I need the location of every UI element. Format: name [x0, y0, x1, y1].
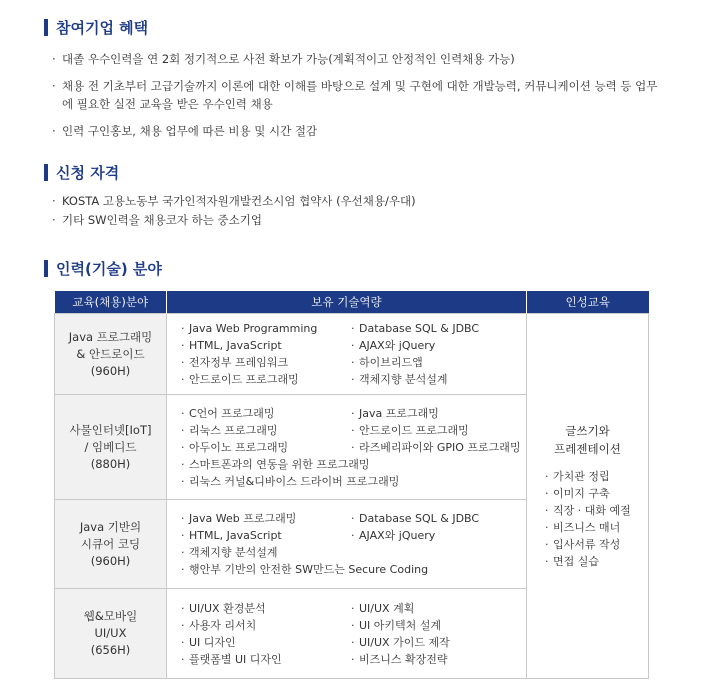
skill-item: · 스마트폰과의 연동을 위한 프로그래밍: [181, 456, 522, 473]
skill-item: · UI/UX 계획: [351, 600, 522, 617]
table-header-row: [55, 291, 649, 314]
fields-heading: [44, 258, 162, 278]
header-edu: 교육(채용)분야: [55, 291, 167, 314]
skill-item: · 안드로이드 프로그래밍: [351, 422, 522, 439]
character-list: [545, 468, 648, 570]
character-cell: [527, 314, 649, 679]
skill-item: · 전자정부 프레임워크: [181, 354, 351, 371]
header-skills: 보유 기술역량: [167, 291, 527, 314]
benefits-title: 참여기업 혜택: [56, 18, 149, 37]
benefit-item: · 대졸 우수인력을 연 2회 정기적으로 사전 확보가 가능(계획적이고 안정적인 인력채용 가능): [52, 50, 662, 68]
edu-cell: [55, 589, 167, 679]
header-character: 인성교육: [527, 291, 649, 314]
skill-item: · Java 프로그래밍: [351, 405, 522, 422]
skill-item: · 하이브리드앱: [351, 354, 522, 371]
skill-item: · Java Web Programming: [181, 320, 351, 337]
edu-hours: (960H): [90, 363, 131, 378]
edu-name: / 임베디드: [84, 439, 137, 454]
fields-title: 인력(기술) 분야: [56, 259, 162, 278]
skill-item: · 객체지향 분석설계: [351, 371, 522, 388]
skill-cell: [167, 589, 527, 679]
heading-bar: [44, 260, 48, 277]
skill-cell: [167, 314, 527, 395]
skill-item: · 객체지향 분석설계: [181, 544, 522, 561]
skill-item: · Database SQL & JDBC: [351, 510, 522, 527]
skill-item: · 사용자 리서치: [181, 617, 351, 634]
benefits-heading: [44, 17, 148, 37]
skill-item: · 리눅스 커널&디바이스 드라이버 프로그래밍: [181, 473, 522, 490]
benefit-item: · 인력 구인홍보, 채용 업무에 따른 비용 및 시간 절감: [52, 122, 662, 140]
skill-item: · 리눅스 프로그래밍: [181, 422, 351, 439]
edu-cell: [55, 314, 167, 395]
edu-hours: (960H): [90, 553, 131, 568]
skill-item: · C언어 프로그래밍: [181, 405, 351, 422]
edu-hours: (656H): [90, 643, 131, 657]
skill-item: · UI/UX 환경분석: [181, 600, 351, 617]
character-item: · 가치관 정립: [545, 468, 648, 485]
heading-bar: [44, 19, 48, 36]
qualification-item: · 기타 SW인력을 채용코자 하는 중소기업: [52, 211, 662, 229]
skill-item: · HTML, JavaScript: [181, 527, 351, 544]
skill-item: · 라즈베리파이와 GPIO 프로그래밍: [351, 439, 522, 456]
skill-item: · UI 디자인: [181, 634, 351, 651]
edu-hours: (880H): [90, 456, 131, 471]
edu-cell: [55, 500, 167, 589]
edu-name: UI/UX: [94, 626, 127, 640]
edu-name: Java 프로그래밍: [68, 329, 153, 344]
skill-item: · 안드로이드 프로그래밍: [181, 371, 351, 388]
character-item: · 직장 · 대화 예절: [545, 502, 648, 519]
character-item: · 입사서류 작성: [545, 536, 648, 553]
skill-item: · AJAX와 jQuery: [351, 337, 522, 354]
skill-cell: [167, 395, 527, 500]
character-item: · 면접 실습: [545, 553, 648, 570]
character-heading: 글쓰기와 프레젠테이션: [554, 424, 621, 456]
skill-item: · Database SQL & JDBC: [351, 320, 522, 337]
skill-item: · 플랫폼별 UI 디자인: [181, 651, 351, 668]
qualification-heading: [44, 162, 119, 182]
qualification-item: · KOSTA 고용노동부 국가인적자원개발컨소시엄 협약사 (우선채용/우대): [52, 192, 662, 210]
edu-name: & 안드로이드: [76, 346, 145, 361]
skill-item: · 비즈니스 확장전략: [351, 651, 522, 668]
skill-item: · AJAX와 jQuery: [351, 527, 522, 544]
edu-cell: [55, 395, 167, 500]
edu-name: 웹&모바일: [83, 609, 138, 623]
skill-item: · Java Web 프로그래밍: [181, 510, 351, 527]
benefits-list: [52, 50, 662, 149]
edu-name: Java 기반의: [79, 519, 142, 534]
skills-table: [54, 291, 649, 679]
heading-bar: [44, 164, 48, 181]
skill-cell: [167, 500, 527, 589]
character-item: · 비즈니스 매너: [545, 519, 648, 536]
skill-item: · UI 아키텍처 설계: [351, 617, 522, 634]
skill-item: · UI/UX 가이드 제작: [351, 634, 522, 651]
qualification-list: [52, 192, 662, 230]
skill-item: · HTML, JavaScript: [181, 337, 351, 354]
qualification-title: 신청 자격: [56, 163, 120, 182]
edu-name: 시큐어 코딩: [80, 536, 141, 551]
skill-item: · 행안부 기반의 안전한 SW만드는 Secure Coding: [181, 561, 522, 578]
table-row: [55, 314, 649, 395]
benefit-item: · 채용 전 기초부터 고급기술까지 이론에 대한 이해를 바탕으로 설계 및 구현에 대한 개발능력, 커뮤니케이션 능력 등 업무에 필요한 실전 교육을 받은 우수인력 채용: [52, 77, 662, 113]
character-item: · 이미지 구축: [545, 485, 648, 502]
skill-item: · 아두이노 프로그래밍: [181, 439, 351, 456]
edu-name: 사물인터넷[IoT]: [69, 422, 152, 437]
